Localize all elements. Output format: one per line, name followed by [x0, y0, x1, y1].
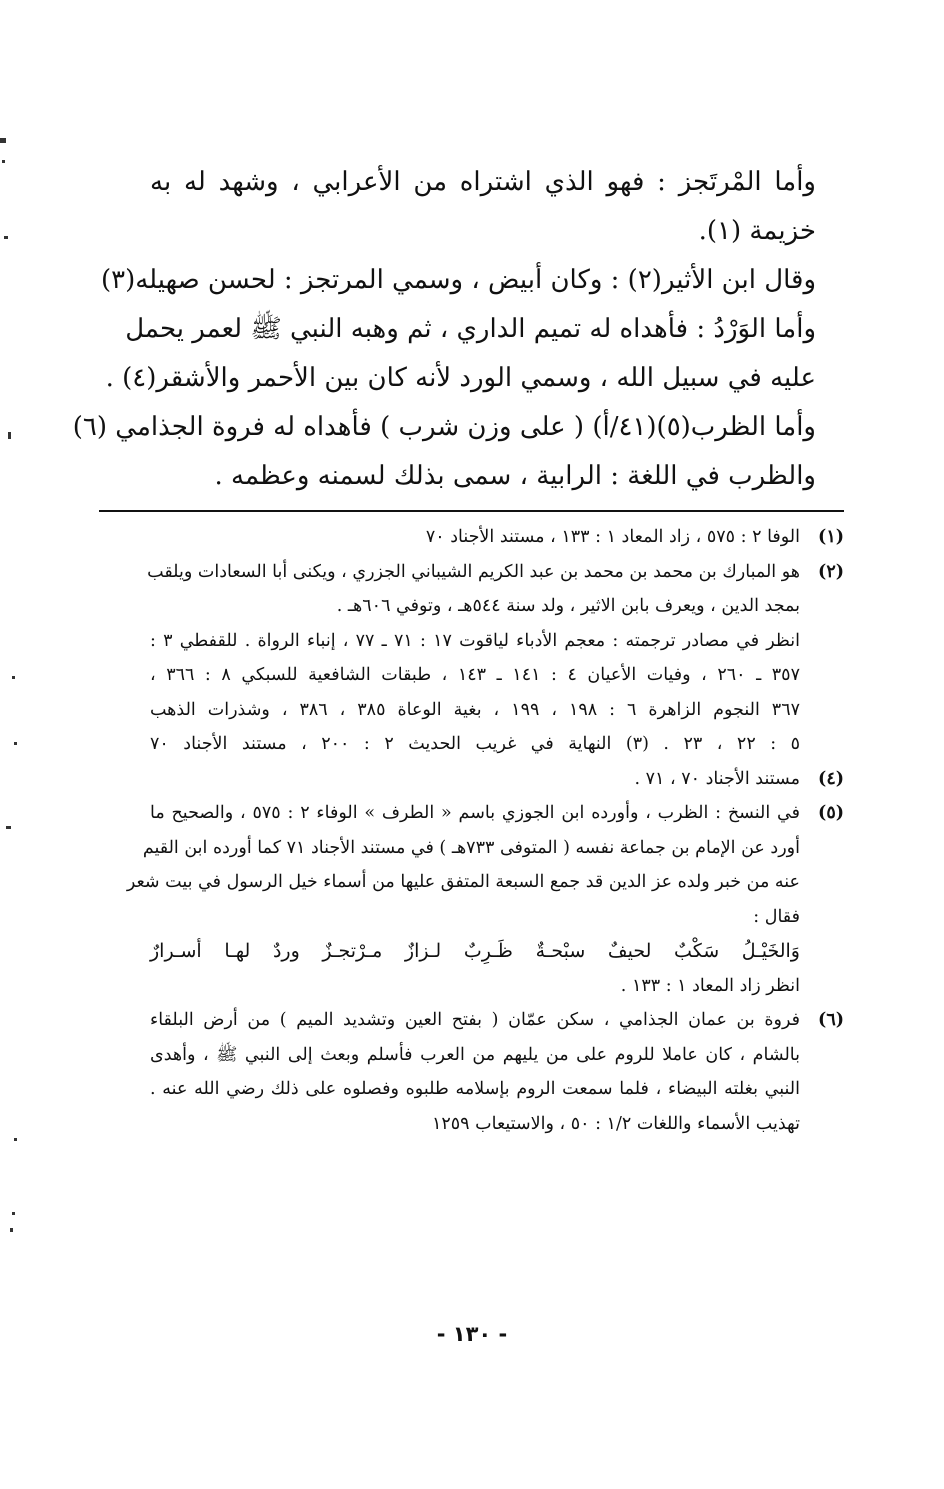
scan-speck — [12, 676, 15, 679]
footnote-line: في النسخ : الظرب ، وأورده ابن الجوزي باسم « الطرف » الوفاء ٢ : ٥٧٥ ، والصحيح ما — [150, 803, 800, 823]
footnote-line: هو المبارك بن محمد بن محمد بن عبد الكريم الشيباني الجزري ، ويكنى أبا السعادات ويلقب — [147, 561, 800, 582]
main-text-line: وأما المْرتَجز : فهو الذي اشتراه من الأعرابي ، وشهد له به — [150, 167, 816, 197]
footnote-line: انظر زاد المعاد ١ : ١٣٣ . — [620, 975, 800, 996]
footnote-number: (٢) — [818, 561, 844, 582]
footnote-5 — [126, 796, 844, 1003]
scan-speck — [6, 826, 11, 829]
footnote-number: (٦) — [818, 1010, 844, 1030]
footnote-line: فروة بن عمان الجذامي ، سكن عمّان ( بفتح العين وتشديد الميم ) من أرض البلقاء — [150, 1010, 800, 1030]
footnote-6 — [150, 1003, 844, 1141]
scan-speck — [8, 432, 11, 439]
page-number: - ١٣٠ - — [436, 1322, 508, 1346]
scan-speck — [14, 742, 17, 745]
scan-speck — [12, 1212, 15, 1215]
footnote-line: بمجد الدين ، ويعرف بابن الاثير ، ولد سنة ٥٤٤هـ ، وتوفي ٦٠٦هـ . — [336, 596, 800, 616]
scan-speck — [0, 138, 6, 143]
footnote-1 — [150, 520, 844, 555]
footnote-line: ٣٥٧ ـ ٢٦٠ ، وفيات الأعيان ٤ : ١٤١ ـ ١٤٣ ، طبقات الشافعية للسبكي ٨ : ٣٦٦ ، — [150, 665, 800, 685]
main-text-line: وأما الوَرْدُ : فأهداه له تميم الداري ، ثم وهبه النبي ﷺ لعمر يحمل — [125, 314, 816, 344]
scan-speck — [10, 1228, 13, 1232]
main-text-line: خزيمة (١). — [698, 216, 816, 246]
footnote-2 — [147, 555, 844, 762]
footnote-line: تهذيب الأسماء واللغات ١/٢ : ٥٠ ، والاستيعاب ١٢٥٩ — [431, 1113, 800, 1134]
footnotes — [126, 520, 844, 1141]
poem-verse: وَالخَيْـلُ سَكْبٌ لحيفٌ سبْحـةٌ ظَـرِبٌ لـزازٌ مـرْتجـزٌ وردٌ لهـا أسـرارٌ — [150, 940, 800, 962]
main-text-line: وقال ابن الأثير(٢) : وكان أبيض ، وسمي المرتجز : لحسن صهيله(٣) — [100, 265, 816, 295]
footnote-line: عنه من خبر ولده عز الدين قد جمع السبعة المتفق عليها من أسماء خيل الرسول في بيت شعر — [126, 872, 800, 892]
footnote-number: (١) — [818, 527, 844, 547]
scan-speck — [4, 236, 8, 239]
footnote-line: مستند الأجناد ٧٠ ، ٧١ . — [634, 768, 800, 789]
main-text-line: وأما الظرب(٥)(٤١/أ) ( على وزن شرب ) فأهداه له فروة الجذامي (٦) — [72, 412, 816, 442]
footnote-line: ٣٦٧ النجوم الزاهرة ٦ : ١٩٨ ، ١٩٩ ، بغية الوعاة ٣٨٥ ، ٣٨٦ ، وشذرات الذهب — [150, 699, 800, 720]
footnote-4 — [150, 762, 844, 797]
footnote-line: أورد عن الإمام بن جماعة نفسه ( المتوفى ٧٣٣هـ ) في مستند الأجناد ٧١ كما أورده ابن القيم — [142, 837, 800, 858]
footnote-number: (٥) — [818, 803, 844, 823]
footnote-line: الوفا ٢ : ٥٧٥ ، زاد المعاد ١ : ١٣٣ ، مستند الأجناد ٧٠ — [425, 527, 800, 547]
main-text — [72, 158, 816, 501]
footnote-separator-rule — [99, 510, 844, 512]
main-text-line: والظرب في اللغة : الرابية ، سمى بذلك لسمنه وعظمه . — [214, 461, 816, 491]
scan-speck — [14, 1138, 17, 1141]
footnote-line: ٥ : ٢٢ ، ٢٣ . (٣) النهاية في غريب الحديث ٢ : ٢٠٠ ، مستند الأجناد ٧٠ — [150, 734, 801, 754]
scan-speck — [2, 160, 5, 163]
footnote-line: انظر في مصادر ترجمته : معجم الأدباء لياقوت ١٧ : ٧١ ـ ٧٧ ، إنباء الرواة . للقفطي ٣ : — [150, 630, 801, 651]
footnote-line: فقال : — [753, 906, 800, 927]
main-text-line: عليه في سبيل الله ، وسمي الورد لأنه كان بين الأحمر والأشقر(٤) . — [105, 363, 816, 393]
footnote-line: بالشام ، كان عاملا للروم على من يليهم من العرب فأسلم وبعث إلى النبي ﷺ ، وأهدى — [150, 1044, 800, 1065]
footnote-line: النبي بغلته البيضاء ، فلما سمعت الروم بإسلامه طلبوه وفصلوه على ذلك رضي الله عنه . — [150, 1079, 800, 1099]
footnote-number: (٤) — [818, 768, 844, 789]
